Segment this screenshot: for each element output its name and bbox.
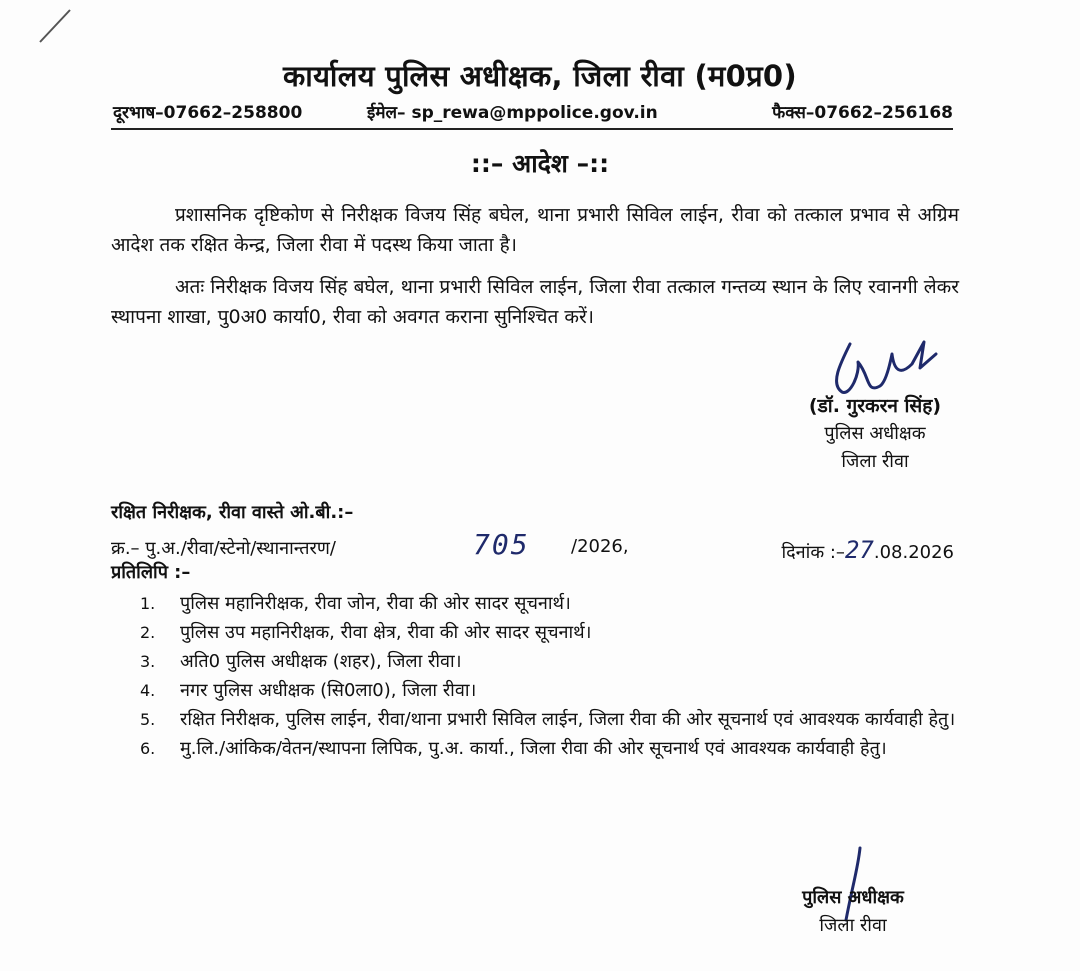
list-item: [140, 590, 960, 618]
copy-recipient-list: [140, 590, 960, 764]
list-item-text: मु.लि./आंकिक/वेतन/स्थापना लिपिक, पु.अ. कार्या., जिला रीवा की ओर सूचनार्थ एवं आवश्यक कार्यवाही हेतु।: [180, 738, 887, 759]
date-label: दिनांक :–: [781, 542, 845, 563]
reference-line: [111, 528, 954, 566]
order-paragraph-1: प्रशासनिक दृष्टिकोण से निरीक्षक विजय सिंह बघेल, थाना प्रभारी सिविल लाईन, रीवा को तत्काल प्रभाव से अग्रिम आदेश तक रक्षित केन्द्र, जिला रीवा में पदस्थ किया जाता है।: [111, 204, 959, 256]
list-item-number: 5.: [140, 710, 156, 729]
signatory-district: जिला रीवा: [841, 451, 909, 472]
date-month-year: .08.2026: [873, 542, 954, 563]
reference-number-handwritten: 705: [473, 528, 530, 561]
signatory-name: (डॉ. गुरकरन सिंह): [808, 395, 942, 417]
reference-year: /2026,: [571, 536, 629, 557]
signatory-block: [760, 392, 990, 476]
list-item-number: 1.: [140, 594, 156, 613]
office-title: कार्यालय पुलिस अधीक्षक, जिला रीवा (म0प्र0): [283, 59, 797, 93]
order-paragraph-2: अतः निरीक्षक विजय सिंह बघेल, थाना प्रभारी सिविल लाईन, जिला रीवा तत्काल गन्तव्य स्थान के लिए रवानगी लेकर स्थापना शाखा, पु0अ0 कार्या0, रीवा को अवगत कराना सुनिश्चित करें।: [111, 276, 959, 328]
list-item: [140, 619, 960, 647]
footer-signatory-district: जिला रीवा: [819, 915, 887, 936]
copy-label: प्रतिलिपि :–: [111, 562, 191, 583]
list-item-text: नगर पुलिस अधीक्षक (सि0ला0), जिला रीवा।: [180, 680, 477, 701]
list-item-text: अति0 पुलिस अधीक्षक (शहर), जिला रीवा।: [180, 651, 462, 672]
pen-stroke-mark: [36, 6, 76, 46]
list-item-number: 2.: [140, 623, 156, 642]
list-item-text: पुलिस महानिरीक्षक, रीवा जोन, रीवा की ओर सादर सूचनार्थ।: [180, 593, 571, 614]
list-item: [140, 706, 960, 734]
footer-signatory-designation: पुलिस अधीक्षक: [802, 887, 904, 908]
list-item-number: 4.: [140, 681, 156, 700]
dispatch-for-line: रक्षित निरीक्षक, रीवा वास्ते ओ.बी.:–: [111, 502, 354, 523]
reference-prefix: क्र.– पु.अ./रीवा/स्टेनो/स्थानान्तरण/: [111, 538, 337, 559]
list-item-number: 6.: [140, 739, 156, 758]
list-item-text: रक्षित निरीक्षक, पुलिस लाईन, रीवा/थाना प्रभारी सिविल लाईन, जिला रीवा की ओर सूचनार्थ एवं आवश्यक कार्यवाही हेतु।: [180, 709, 956, 730]
date-day-handwritten: 27: [844, 536, 874, 564]
order-heading: ::– आदेश –::: [470, 149, 610, 178]
header-divider: [111, 128, 953, 130]
contact-row: [113, 100, 953, 126]
footer-signatory-block: [768, 884, 938, 940]
order-date: [781, 536, 954, 564]
list-item: [140, 735, 960, 763]
signatory-designation: पुलिस अधीक्षक: [824, 423, 926, 444]
phone-number: दूरभाष–07662–258800: [113, 103, 303, 123]
list-item-text: पुलिस उप महानिरीक्षक, रीवा क्षेत्र, रीवा की ओर सादर सूचनार्थ।: [180, 622, 592, 643]
list-item-number: 3.: [140, 652, 156, 671]
list-item: [140, 677, 960, 705]
fax-number: फैक्स–07662–256168: [772, 103, 953, 123]
list-item: [140, 648, 960, 676]
email-address: ईमेल– sp_rewa@mppolice.gov.in: [367, 103, 658, 123]
